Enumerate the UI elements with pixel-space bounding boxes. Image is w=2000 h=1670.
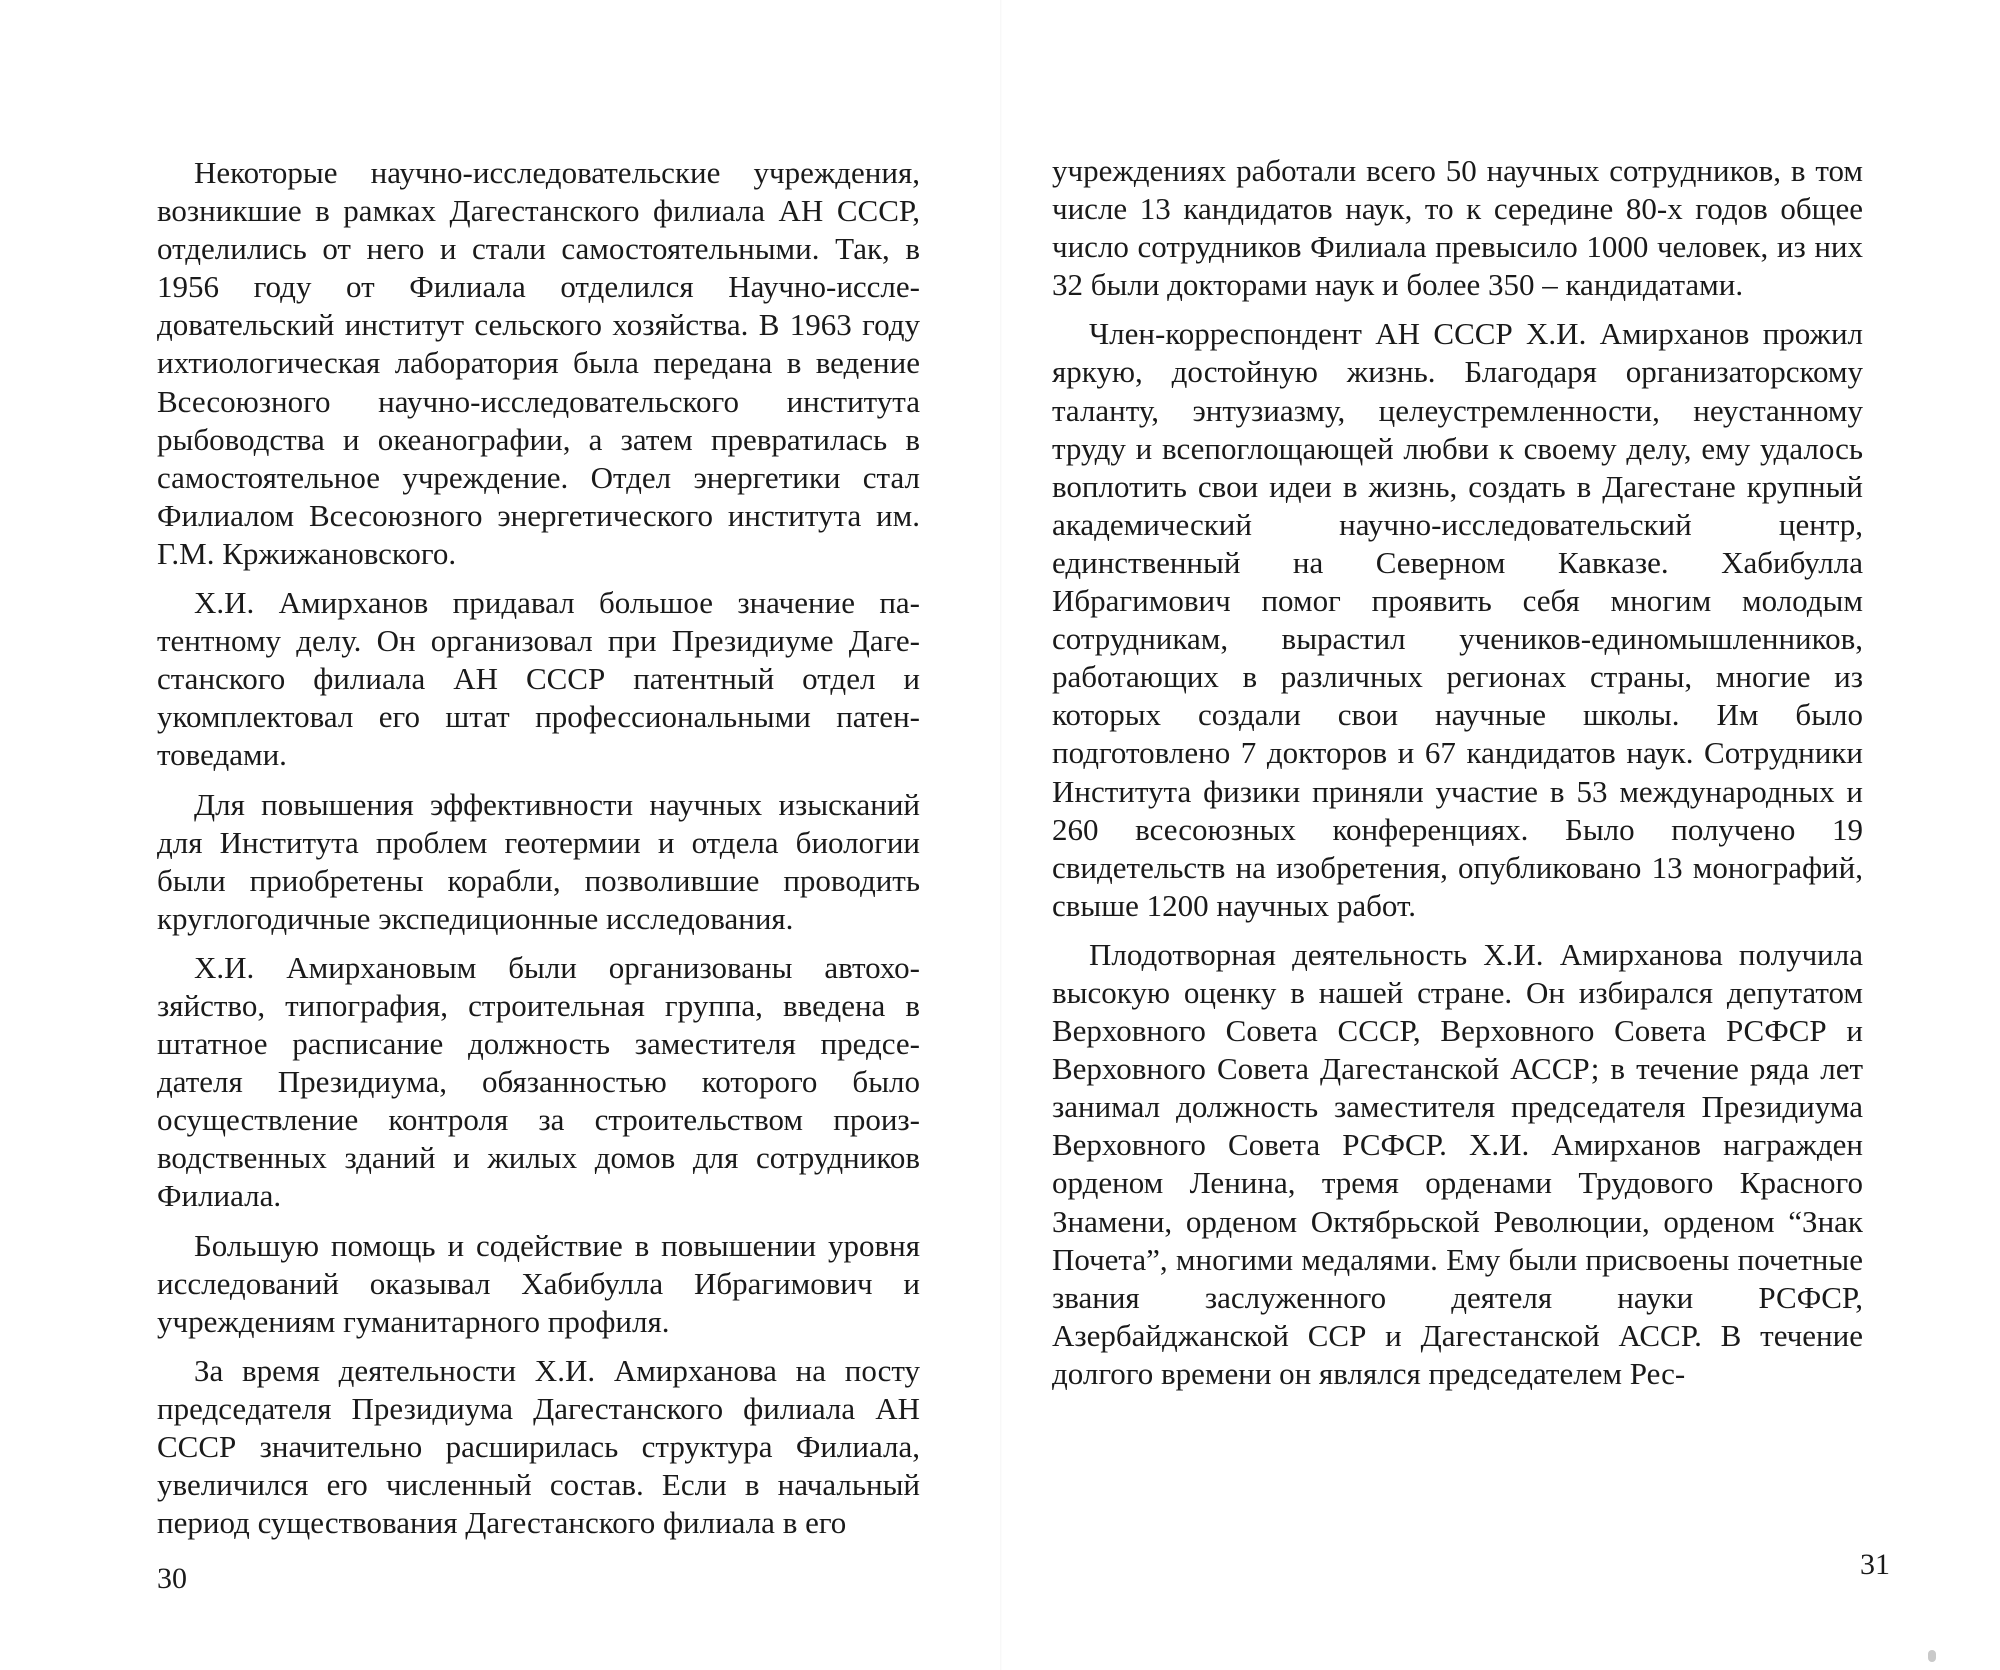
paragraph: Некоторые научно-исследовательские учреждения, возникшие в рамках Дагестанского филиала АН СССР, отделились от него и стали самостоятельными. Так, в 1956 году от Филиала отделился Научно-исследовательский институт сельского хозяйства. В 1963 году ихтиологическая лаборатория была передана в ведение Всесоюзного научно-исследовательского института рыбоводства и океанографии, а затем превратилась в самостоятельное учреждение. Отдел энергетики стал Филиалом Всесоюзного энергетического института им. Г.М. Кржижановского.: [157, 155, 920, 571]
scan-artifact: [1928, 1650, 1936, 1662]
right-page: [1000, 0, 2000, 1670]
paragraph: Х.И. Амирхановым были организованы автохозяйство, типография, строительная группа, введена в штатное расписание должность заместителя председателя Президиума, обязанностью которого было осуществление контроля за строительством производственных зданий и жилых домов для сотрудников Филиала.: [157, 949, 920, 1214]
paragraph: Для повышения эффективности научных изысканий для Института проблем геотермии и отдела биологии были приобретены корабли, позволившие проводить круглогодичные экспедиционные исследования.: [157, 786, 920, 936]
paragraph: За время деятельности Х.И. Амирханова на посту председателя Президиума Дагестанского филиала АН СССР значительно расширилась структура Филиала, увеличился его численный состав. Если в начальный период существования Дагестанского филиала в его: [157, 1352, 920, 1541]
paragraph: Большую помощь и содействие в повышении уровня исследований оказывал Хабибулла Ибрагимович и учреждениям гуманитарного профиля.: [157, 1227, 920, 1339]
right-page-text: [1052, 152, 1863, 1404]
left-page-text: [157, 154, 920, 1553]
paragraph-continuation: учреждениях работали всего 50 научных сотрудников, в том числе 13 кандидатов наук, то к середине 80-х годов общее число сотрудников Филиала превысило 1000 человек, из них 32 были докторами наук и более 350 – кандидатами.: [1052, 153, 1863, 303]
paragraph: Плодотворная деятельность Х.И. Амирханова получила высокую оценку в нашей стране. Он избирался депутатом Верховного Совета СССР, Верховного Совета РСФСР и Верховного Совета Дагестанской АССР; в течение ряда лет занимал должность заместителя председателя Президиума Верховного Совета РСФСР. Х.И. Амирханов награжден орденом Ленина, тремя орденами Трудового Красного Знамени, орденом Октябрьской Революции, орденом “Знак Почета”, многими медалями. Ему были присвоены почетные звания заслуженного деятеля науки РСФСР, Азербайджанской ССР и Дагестанской АССР. В течение долгого времени он являлся председателем Рес-: [1052, 936, 1863, 1391]
page-number-left: 30: [157, 1562, 187, 1595]
paragraph: Х.И. Амирханов придавал большое значение патентному делу. Он организовал при Президиуме Дагестанского филиала АН СССР патентный отдел и укомплектовал его штат профессиональными патентоведами.: [157, 585, 920, 773]
page-number-right: 31: [1860, 1548, 1890, 1581]
paragraph: Член-корреспондент АН СССР Х.И. Амирханов прожил яркую, достойную жизнь. Благодаря организаторскому таланту, энтузиазму, целеустремленности, неустанному труду и всепоглощающей любви к своему делу, ему удалось воплотить свои идеи в жизнь, создать в Дагестане крупный академический научно-исследовательский центр, единственный на Северном Кавказе. Хабибулла Ибрагимович помог проявить себя многим молодым сотрудникам, вырастил учеников-единомышленников, работающих в различных регионах страны, многие из которых создали свои научные школы. Им было подготовлено 7 докторов и 67 кандидатов наук. Сотрудники Института физики приняли участие в 53 международных и 260 всесоюзных конференциях. Было получено 19 свидетельств на изобретения, опубликовано 13 монографий, свыше 1200 научных работ.: [1052, 316, 1863, 923]
